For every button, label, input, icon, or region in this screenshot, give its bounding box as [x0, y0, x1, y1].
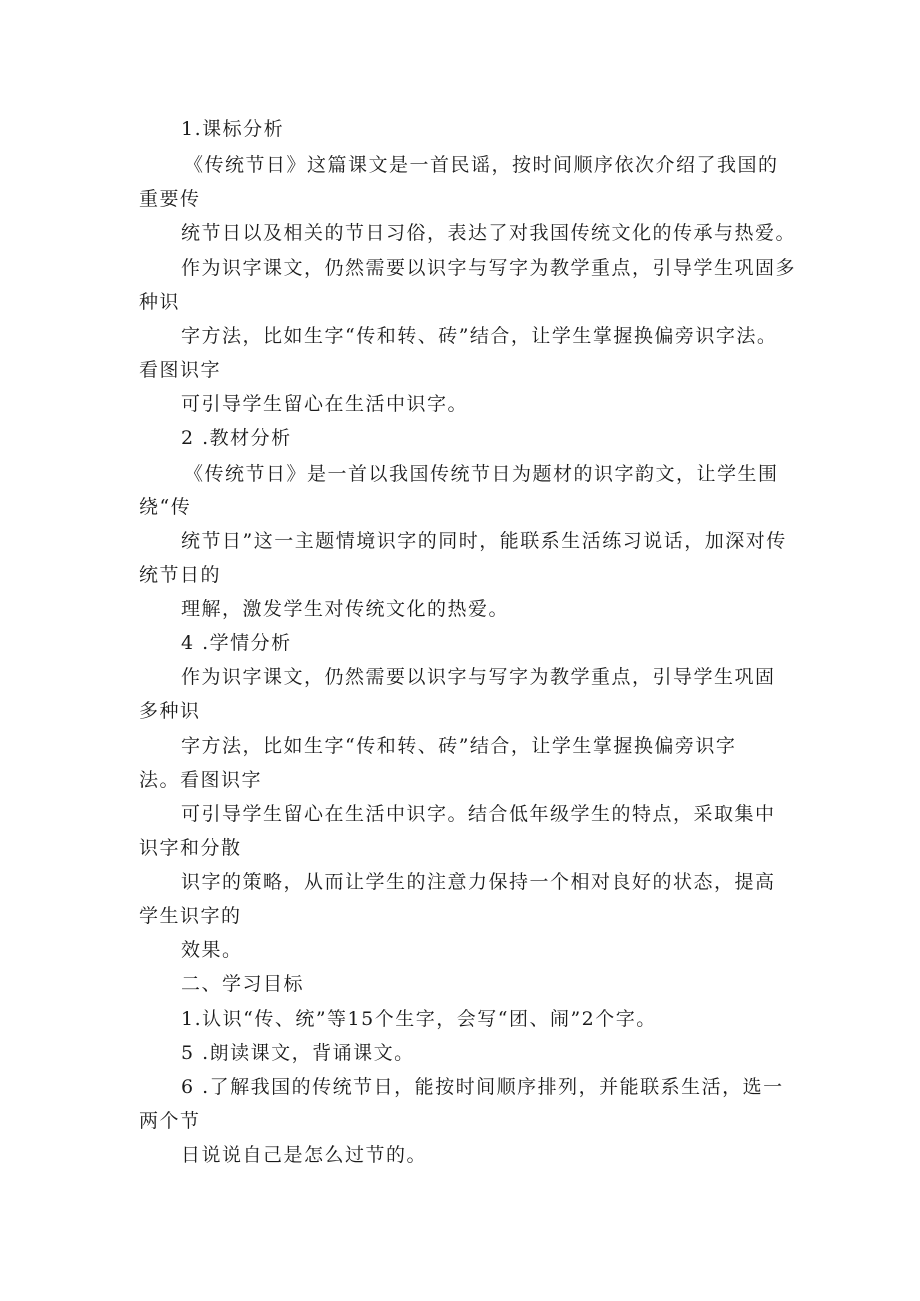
paragraph-line: 绕“传: [139, 496, 192, 518]
paragraph-line: 学生识字的: [139, 905, 242, 927]
objective-line: 两个节: [139, 1110, 201, 1132]
paragraph-line: 识字和分散: [139, 837, 242, 859]
paragraph-line: 《传统节日》这篇课文是一首民谣，按时间顺序依次介绍了我国的: [184, 154, 779, 176]
objective-line: 1.认识“传、统”等15个生字，会写“团、闹”2个字。: [181, 1008, 657, 1030]
paragraph-line: 统节日”这一主题情境识字的同时，能联系生活练习说话，加深对传: [181, 530, 787, 552]
paragraph-line: 字方法，比如生字“传和转、砖”结合，让学生掌握换偏旁识字: [181, 735, 737, 757]
paragraph-line: 字方法，比如生字“传和转、砖”结合，让学生掌握换偏旁识字法。: [181, 325, 778, 347]
paragraph-line: 理解，激发学生对传统文化的热爱。: [181, 598, 510, 620]
paragraph-line: 识字的策略，从而让学生的注意力保持一个相对良好的状态，提高: [181, 871, 776, 893]
paragraph-line: 多种识: [139, 700, 201, 722]
objective-line: 日说说自己是怎么过节的。: [181, 1144, 428, 1166]
paragraph-line: 可引导学生留心在生活中识字。: [181, 393, 469, 415]
paragraph-line: 法。看图识字: [139, 769, 263, 791]
paragraph-line: 作为识字课文，仍然需要以识字与写字为教学重点，引导学生巩固: [181, 666, 776, 688]
paragraph-line: 看图识字: [139, 359, 222, 381]
heading-learner-analysis: 4 .学情分析: [181, 632, 292, 654]
paragraph-line: 种识: [139, 291, 181, 313]
paragraph-line: 效果。: [181, 939, 243, 961]
paragraph-line: 可引导学生留心在生活中识字。结合低年级学生的特点，采取集中: [181, 803, 776, 825]
paragraph-line: 统节日的: [139, 564, 222, 586]
heading-curriculum-analysis: 1.课标分析: [181, 118, 285, 140]
paragraph-line: 作为识字课文，仍然需要以识字与写字为教学重点，引导学生巩固多: [181, 257, 797, 279]
objective-line: 5 .朗读课文，背诵课文。: [181, 1042, 415, 1064]
objective-line: 6 .了解我国的传统节日，能按时间顺序排列，并能联系生活，选一: [181, 1076, 784, 1098]
paragraph-line: 统节日以及相关的节日习俗，表达了对我国传统文化的传承与热爱。: [181, 222, 797, 244]
paragraph-line: 重要传: [139, 188, 201, 210]
paragraph-line: 《传统节日》是一首以我国传统节日为题材的识字韵文，让学生围: [184, 463, 779, 485]
heading-textbook-analysis: 2 .教材分析: [181, 427, 292, 449]
heading-learning-objectives: 二、学习目标: [181, 973, 305, 995]
